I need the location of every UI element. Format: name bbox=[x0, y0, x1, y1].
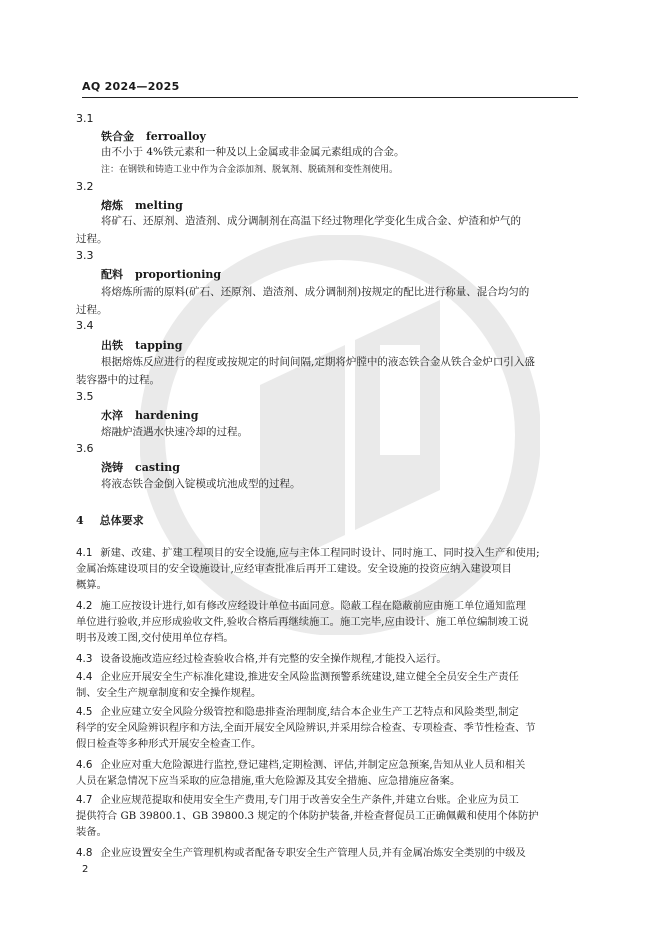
page-number: 2 bbox=[82, 864, 89, 875]
term-definition: 将液态铁合金倒入锭模或坑池成型的过程。 bbox=[101, 478, 301, 490]
header-rule bbox=[82, 97, 578, 98]
term-note: 注：在钢铁和铸造工业中作为合金添加剂、脱氧剂、脱硫剂和变性剂使用。 bbox=[101, 165, 399, 175]
term-title: 铁合金 ferroalloy bbox=[101, 130, 206, 143]
document-header-code: AQ 2024—2025 bbox=[82, 80, 180, 93]
clause-4-1: 4.1 新建、改建、扩建工程项目的安全设施,应与主体工程同时设计、同时施工、同时投入生产和使用; 金属冶炼建设项目的安全设施设计,应经审查批准后再开工建设。安全设施的投资应纳入建设项目 概算。 bbox=[76, 547, 540, 591]
term-definition: 根据熔炼反应进行的程度或按规定的时间间隔,定期将炉膛中的液态铁合金从铁合金炉口引入盛 bbox=[101, 356, 535, 368]
clause-4-4: 4.4 企业应开展安全生产标准化建设,推进安全风险监测预警系统建设,建立健全全员安全生产责任 制、安全生产规章制度和安全操作规程。 bbox=[76, 671, 519, 699]
term-title: 熔炼 melting bbox=[101, 199, 183, 212]
clause-4-8: 4.8 企业应设置安全生产管理机构或者配备专职安全生产管理人员,并有金属冶炼安全类别的中级及 bbox=[76, 847, 526, 859]
clause-4-2: 4.2 施工应按设计进行,如有修改应经设计单位书面同意。隐蔽工程在隐蔽前应由施工单位通知监理 单位进行验收,并应形成验收文件,验收合格后再继续施工。施工完毕,应由设计、施工单位编制竣工说 明书及竣工图,交付使用单位存档。 bbox=[76, 600, 529, 644]
term-number: 3.6 bbox=[76, 442, 94, 455]
term-title: 水淬 hardening bbox=[101, 409, 199, 422]
term-definition-cont: 过程。 bbox=[76, 304, 108, 316]
term-title: 浇铸 casting bbox=[101, 461, 180, 474]
term-number: 3.5 bbox=[76, 390, 94, 403]
term-definition-cont: 装容器中的过程。 bbox=[76, 374, 160, 386]
term-definition: 由不小于 4%铁元素和一种及以上金属或非金属元素组成的合金。 bbox=[101, 146, 405, 158]
term-number: 3.3 bbox=[76, 249, 94, 262]
clause-4-5: 4.5 企业应建立安全风险分级管控和隐患排查治理制度,结合本企业生产工艺特点和风险类型,制定 科学的安全风险辨识程序和方法,全面开展安全风险辨识,并采用综合检查、专项检查、季节性检查、节 假日检查等多种形式开展安全检查工作。 bbox=[76, 706, 536, 750]
term-title: 配料 proportioning bbox=[101, 268, 222, 281]
section-heading: 4 总体要求 bbox=[76, 514, 144, 527]
clause-4-7: 4.7 企业应规范提取和使用安全生产费用,专门用于改善安全生产条件,并建立台账。企业应为员工 提供符合 GB 39800.1、GB 39800.3 规定的个体防护装备,并检查督促员工正确佩戴和使用个体防护 装备。 bbox=[76, 794, 539, 838]
clause-4-3: 4.3 设备设施改造应经过检查验收合格,并有完整的安全操作规程,才能投入运行。 bbox=[76, 653, 447, 665]
term-number: 3.1 bbox=[76, 112, 94, 125]
term-number: 3.4 bbox=[76, 319, 94, 332]
term-definition-cont: 过程。 bbox=[76, 233, 108, 245]
term-definition: 将熔炼所需的原料(矿石、还原剂、造渣剂、成分调制剂)按规定的配比进行称量、混合均匀的 bbox=[101, 286, 530, 298]
term-title: 出铁 tapping bbox=[101, 339, 183, 352]
term-definition: 熔融炉渣遇水快速冷却的过程。 bbox=[101, 426, 248, 438]
clause-4-6: 4.6 企业应对重大危险源进行监控,登记建档,定期检测、评估,并制定应急预案,告知从业人员和相关 人员在紧急情况下应当采取的应急措施,重大危险源及其安全措施、应急措施应备案。 bbox=[76, 759, 526, 787]
term-number: 3.2 bbox=[76, 180, 94, 193]
term-definition: 将矿石、还原剂、造渣剂、成分调制剂在高温下经过物理化学变化生成合金、炉渣和炉气的 bbox=[101, 215, 521, 227]
